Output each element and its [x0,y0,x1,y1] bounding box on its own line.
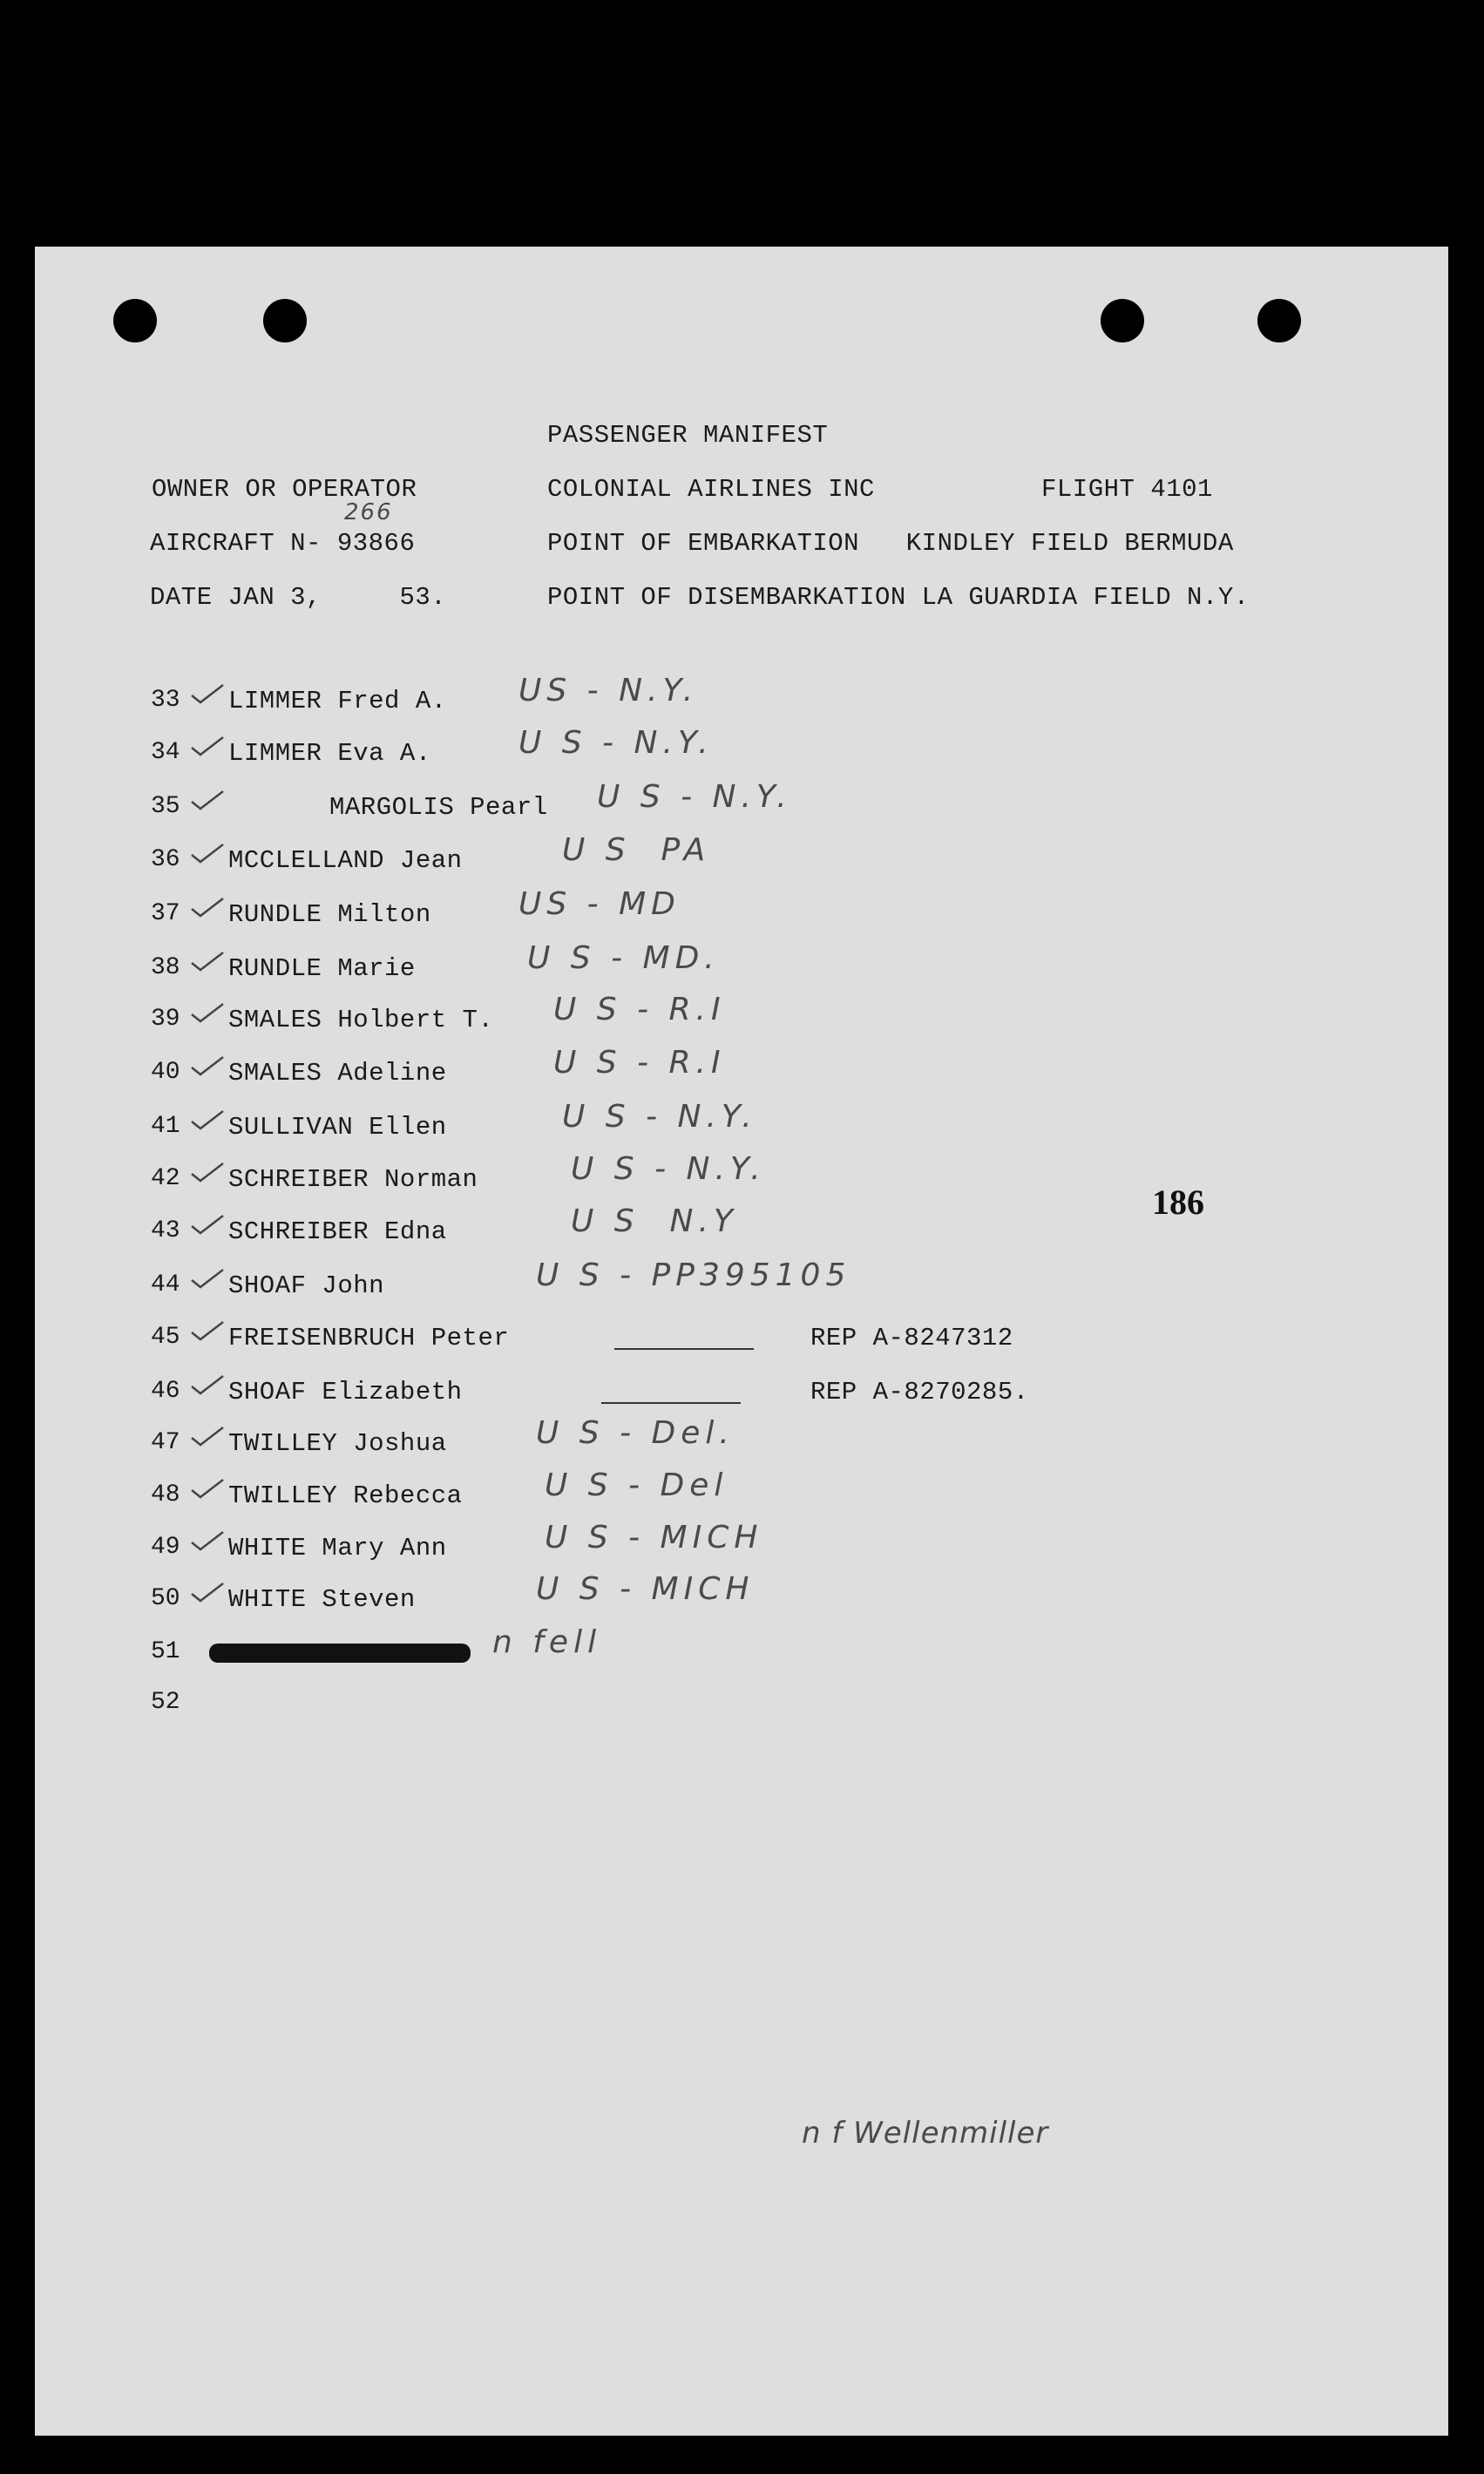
row-number: 36 [151,846,180,873]
handwritten-note: U S - MD. [527,940,720,976]
row-number: 48 [151,1481,180,1508]
check-mark-icon [190,1426,225,1448]
passenger-name: SULLIVAN Ellen [228,1113,447,1142]
check-mark-icon [190,951,225,973]
flight-number: FLIGHT 4101 [1041,475,1213,504]
check-mark-icon [190,1582,225,1604]
check-mark-icon [190,1002,225,1025]
handwritten-note: U S - PP395105 [536,1257,851,1293]
handwritten-note: U S - R.I [553,992,726,1027]
redacted-name [209,1644,471,1663]
handwritten-note: U S - MICH [545,1520,763,1556]
check-mark-icon [190,1478,225,1501]
check-mark-icon [190,1374,225,1397]
row-number: 40 [151,1059,180,1086]
passenger-name: RUNDLE Milton [228,900,431,929]
passenger-name: SCHREIBER Edna [228,1217,447,1246]
rep-number: REP A-8270285. [810,1378,1029,1406]
row-number: 41 [151,1113,180,1140]
blank-line [614,1348,754,1350]
check-mark-icon [190,683,225,706]
passenger-name: FREISENBRUCH Peter [228,1324,510,1352]
manifest-title: PASSENGER MANIFEST [547,421,829,450]
row-number: 44 [151,1271,180,1298]
handwritten-note: U S - N.Y. [562,1099,757,1135]
passenger-name: MARGOLIS Pearl [329,793,548,822]
rep-number: REP A-8247312 [810,1324,1013,1352]
punch-hole [1101,299,1144,342]
row-number: 51 [151,1638,180,1665]
check-mark-icon [190,1055,225,1078]
check-mark-icon [190,790,225,812]
passenger-name: SHOAF Elizabeth [228,1378,463,1406]
punch-hole [1257,299,1301,342]
check-mark-icon [190,897,225,919]
check-mark-icon [190,843,225,865]
owner-label: OWNER OR OPERATOR [152,475,417,504]
passenger-name: LIMMER Fred A. [228,687,447,715]
aircraft-handwritten: 266 [344,499,393,525]
handwritten-note: U S - Del [545,1467,728,1503]
passenger-name: SMALES Holbert T. [228,1006,494,1034]
check-mark-icon [190,1320,225,1343]
date: DATE JAN 3, 53. [150,583,447,612]
handwritten-note: U S - R.I [553,1045,726,1081]
row-number: 34 [151,739,180,766]
passenger-name: TWILLEY Joshua [228,1429,447,1458]
punch-hole [263,299,307,342]
row-number: 39 [151,1006,180,1033]
check-mark-icon [190,1268,225,1291]
handwritten-note: U S - N.Y. [597,779,792,815]
passenger-name: WHITE Mary Ann [228,1534,447,1562]
row-number: 52 [151,1689,180,1716]
handwritten-note: n fell [492,1624,602,1660]
row-number: 46 [151,1378,180,1405]
handwritten-note: U S - N.Y. [518,725,714,761]
check-mark-icon [190,1530,225,1553]
passenger-name: SHOAF John [228,1271,385,1300]
passenger-name: TWILLEY Rebecca [228,1481,463,1510]
manifest-sheet [35,247,1448,2436]
passenger-name: MCCLELLAND Jean [228,846,463,875]
row-number: 50 [151,1585,180,1612]
passenger-name: SCHREIBER Norman [228,1165,478,1194]
check-mark-icon [190,735,225,758]
handwritten-note: U S - Del. [536,1415,735,1451]
disembarkation: POINT OF DISEMBARKATION LA GUARDIA FIELD N.Y. [547,583,1250,612]
page-number: 186 [1152,1183,1204,1222]
row-number: 47 [151,1429,180,1456]
row-number: 45 [151,1324,180,1351]
punch-hole [113,299,157,342]
handwritten-note: U S PA [562,832,711,868]
embarkation: POINT OF EMBARKATION KINDLEY FIELD BERMUDA [547,529,1234,558]
row-number: 42 [151,1165,180,1192]
aircraft-number: AIRCRAFT N- 93866 [150,529,416,558]
operator-name: COLONIAL AIRLINES INC [547,475,875,504]
passenger-name: WHITE Steven [228,1585,416,1614]
passenger-name: RUNDLE Marie [228,954,416,983]
handwritten-note: U S N.Y [571,1203,738,1239]
check-mark-icon [190,1162,225,1184]
signature: n f Wellenmiller [802,2116,1049,2151]
row-number: 37 [151,900,180,927]
handwritten-note: US - N.Y. [518,673,699,708]
check-mark-icon [190,1109,225,1132]
check-mark-icon [190,1214,225,1237]
blank-line [601,1402,741,1404]
row-number: 49 [151,1534,180,1561]
row-number: 35 [151,793,180,820]
row-number: 33 [151,687,180,714]
row-number: 43 [151,1217,180,1244]
passenger-name: SMALES Adeline [228,1059,447,1088]
handwritten-note: US - MD [518,886,681,922]
handwritten-note: U S - N.Y. [571,1151,766,1187]
row-number: 38 [151,954,180,981]
passenger-name: LIMMER Eva A. [228,739,431,768]
handwritten-note: U S - MICH [536,1571,755,1607]
